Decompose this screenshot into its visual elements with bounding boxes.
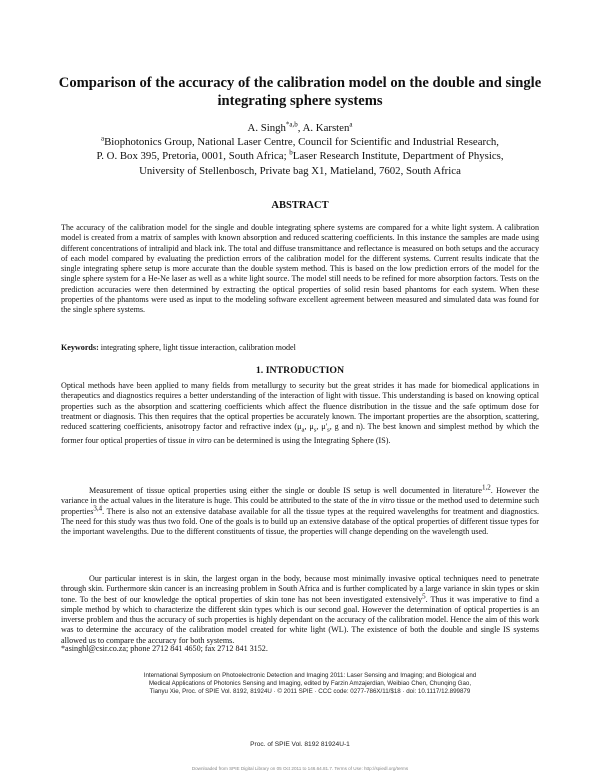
proceedings-citation (100, 672, 520, 697)
affiliation-line-1 (40, 135, 560, 149)
corresponding-author-footnote: *asinghl@csir.co.za; phone 2712 841 4650; fax 2712 841 3152. (61, 644, 268, 653)
in-vitro-italic-2: in vitro (371, 496, 395, 506)
intro-p3-part-b: . Thus it was imperative to find a simple method by which to characterize the different skin types which is our second goal. However the determination of optical properties is an inverse problem and thus the accuracy of such properties is highly dependant on the accuracy of the calibration model. Hence the aim of this work was to determine the accuracy of the calibration model created for white light (WL). The existence of both the double and single IS systems allowed us to compare the accuracy for both systems. (61, 594, 539, 645)
citation-1-2: 1,2 (482, 483, 491, 492)
affil-b-text: Laser Research Institute, Department of Physics, (292, 150, 504, 163)
intro-p2-part-b: . However the variance in the actual values in the literature is huge. This could be attributed to the state of the (61, 486, 540, 506)
author-singh: A. Singh (247, 122, 286, 134)
abstract-text: The accuracy of the calibration model for the single and double integrating sphere systems are compared for a white light system. A calibration model is created from a matrix of samples with known absorption and reduced scattering coefficients. In this instance the samples are made using different concentrations of intralipid and black ink. The total and diffuse transmittance and reflectance is measured on both setups and the accuracy of each model compared by evaluating the prediction errors of the calibration model for the different systems. Current results indicate that the single integrating sphere setup is more accurate than the double system method. This is based on the low prediction errors of the model for the single sphere system for a He-Ne laser as well as a white light source. The model still needs to be refined for more absorption factors. Tests on the prediction accuracies were then determined by extracting the optical properties of solid resin based phantoms for each system. When these properties of the phantoms were used as input to the modeling software excellent agreement between measured and simulated data was found for the single sphere systems. (61, 223, 539, 315)
intro-paragraph-3 (61, 574, 539, 646)
intro-p1-part-a: Optical methods have been applied to many fields from metallurgy to security but the great strides it has made for biomedical applications in therapeutics and diagnostics requires a better understanding of the interaction of light with tissue. This understanding is based on knowing optical properties such as the absorption and scattering coefficients which affect the fluence distribution in the tissue and the safe optimum dose for treatment or diagnosis. This then requires that the optical properties be accurately known. The important properties are the absorption, scattering, reduced scattering coefficients, anisotropy factor and refractive index (μ (61, 381, 539, 432)
citation-3-4: 3,4 (93, 503, 103, 512)
keywords-label: Keywords: (61, 343, 99, 352)
intro-p1-part-d: , g and n). The best known and simplest method by which the former four optical properties of tissue (61, 422, 539, 446)
abstract-heading: ABSTRACT (271, 200, 329, 211)
affiliation-line-2 (40, 149, 560, 163)
in-vitro-italic: in vitro (188, 436, 212, 446)
download-notice: Downloaded from SPIE Digital Library on 05 Oct 2011 to 146.64.81.7. Terms of Use: http://spiedl.org/terms (191, 766, 409, 771)
author-separator: , (297, 122, 303, 134)
intro-p3-part-a: Our particular interest is in skin, the largest organ in the body, because most minimally invasive optical techniques need to penetrate through skin. Furthermore skin cancer is an increasing problem in South Africa and is further complicated by a large variance in skin types or skin tone. To the best of our knowledge the optical properties of skin tone has not been investigated extensively (61, 574, 539, 604)
page-number: Proc. of SPIE Vol. 8192 81924U-1 (250, 741, 350, 748)
intro-p1-part-c: , μ' (316, 422, 328, 432)
mu-a-subscript: a (301, 426, 305, 434)
intro-p1-part-e: can be determined is using the Integrating Sphere (IS). (211, 436, 391, 446)
proceedings-line-1: International Symposium on Photoelectronic Detection and Imaging 2011: Laser Sensing and Imaging; and Biological and (143, 672, 477, 679)
proceedings-line-3: Tianyu Xie, Proc. of SPIE Vol. 8192, 81924U · © 2011 SPIE · CCC code: 0277-786X/11/$18 · doi: 10.1117/12.899879 (149, 688, 471, 696)
affil-a-marker: a (101, 134, 105, 143)
intro-p2-part-d: . There is also not an extensive database available for all the tissue types at the required wavelengths for treatment and diagnostics. The need for this study was thus two fold. One of the goals is to build up an extensive database of the optical properties of different tissue types for the important wavelengths. Due to the different constituents of tissue, the properties will change depending on the wavelength used. (61, 506, 539, 537)
affil-a-text: Biophotonics Group, National Laser Centre, Council for Scientific and Industrial Research, (104, 136, 499, 148)
author-singh-affil: *a,b (285, 120, 298, 129)
citation-5: 5 (422, 591, 426, 600)
affiliations (40, 135, 560, 178)
affil-b-marker: b (289, 148, 293, 157)
paper-title: Comparison of the accuracy of the calibration model on the double and single integrating sphere systems (58, 75, 542, 109)
affiliation-line-3: University of Stellenbosch, Private bag X1, Matieland, 7602, South Africa (139, 164, 461, 177)
intro-paragraph-1 (61, 381, 539, 446)
proceedings-line-2: Medical Applications of Photonics Sensing and Imaging, edited by Farzin Amzajerdian, Weibiao Chen, Chunqing Gao, (148, 680, 472, 688)
mu-s-prime-subscript: s (327, 426, 330, 434)
keywords-text: integrating sphere, light tissue interaction, calibration model (98, 343, 296, 352)
author-karsten: A. Karsten (302, 122, 350, 134)
keywords (61, 343, 539, 353)
intro-p1-part-b: , μ (304, 422, 314, 432)
section-heading-introduction: 1. INTRODUCTION (255, 365, 345, 376)
mu-s-subscript: s (313, 426, 317, 434)
affil-a-address: P. O. Box 395, Pretoria, 0001, South Africa; (96, 150, 290, 163)
intro-p2-part-a: Measurement of tissue optical properties using either the single or double IS setup is well documented in literature (89, 486, 482, 495)
author-karsten-affil: a (349, 120, 353, 129)
intro-paragraph-2 (61, 483, 540, 537)
author-line (40, 121, 560, 135)
intro-p2-part-c: tissue or the method used to determine such properties (61, 496, 540, 516)
